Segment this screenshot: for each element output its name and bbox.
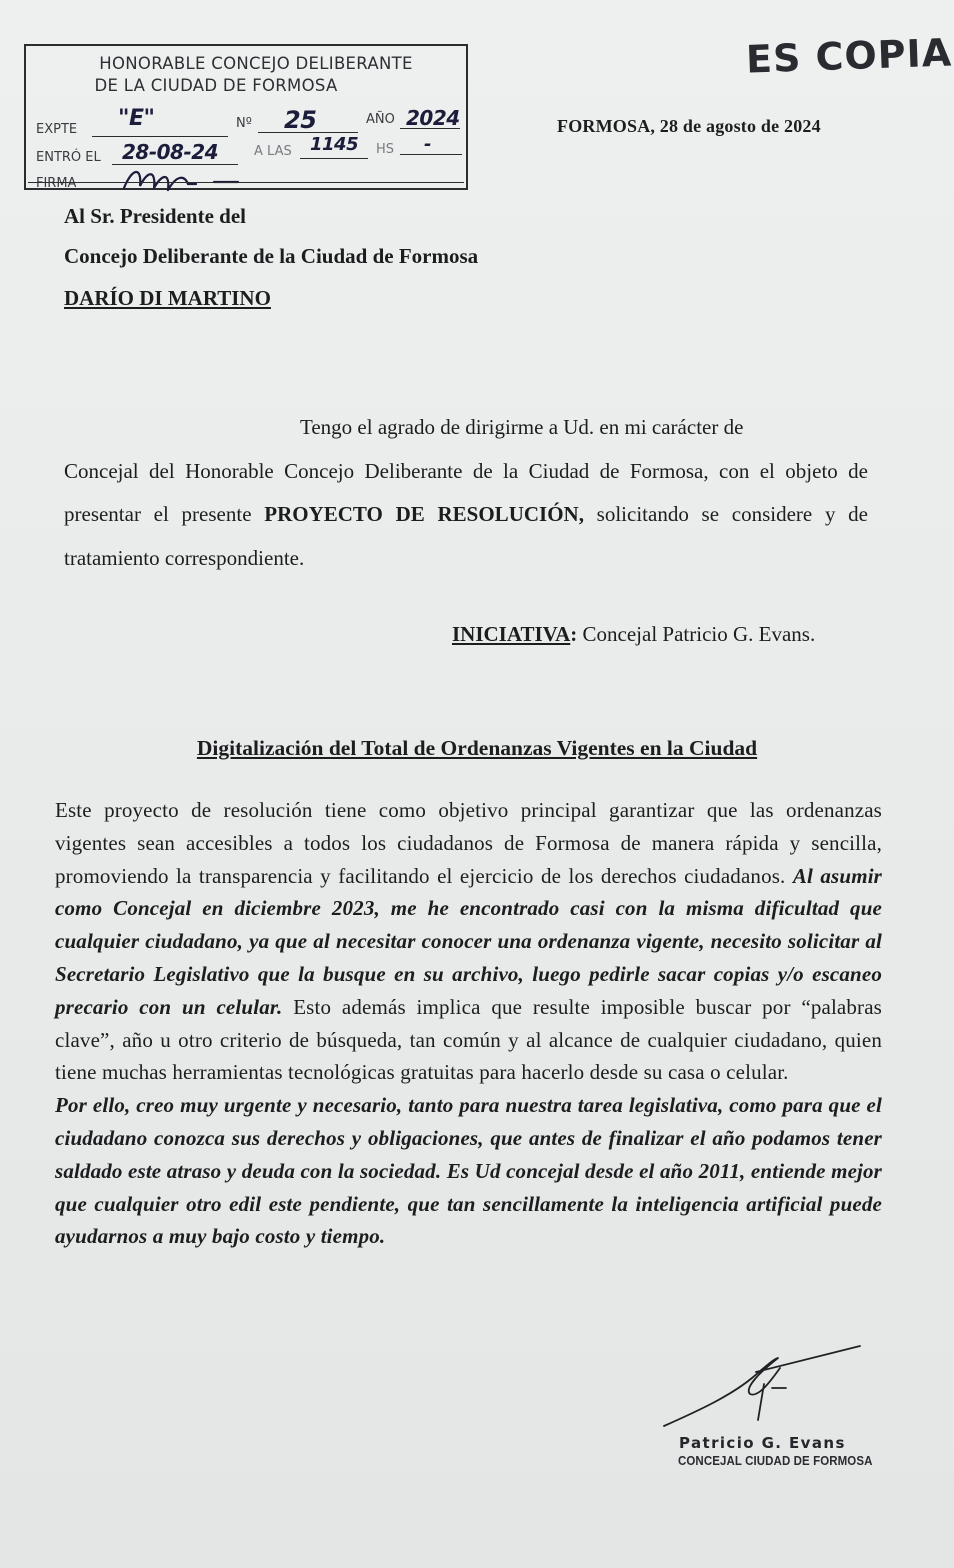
es-copia-stamp: ES COPIA (745, 30, 953, 82)
intro-text-end: solicitando se considere y de tratamiento correspondiente. (64, 502, 868, 570)
stamp-anio-value: 2024 (406, 106, 460, 130)
body-text (55, 794, 882, 1253)
stamp-firma-scribble (118, 162, 258, 196)
intro-text: Concejal del Honorable Concejo Deliberante de la Ciudad de Formosa, con el objeto de presentar el presente (64, 458, 868, 526)
stamp-entro-value: 28-08-24 (122, 140, 219, 164)
addressee-line2: Concejo Deliberante de la Ciudad de Formosa (64, 244, 479, 268)
iniciativa-colon: : (570, 622, 578, 646)
stamp-anio-label: AÑO (366, 112, 395, 127)
body-p1-plain2: Esto además implica que resulte imposible buscar por “palabras clave”, año u otro criterio de búsqueda, tan común y al alcance de cualquier ciudadano, quien tiene muchas herramientas tecnológicas gratuitas para hacerlo desde su casa o celular. (55, 994, 882, 1085)
stamp-header-line1: HONORABLE CONCEJO DELIBERANTE (99, 54, 413, 73)
iniciativa-value: Concejal Patricio G. Evans. (577, 622, 816, 646)
intro-bold: PROYECTO DE RESOLUCIÓN, (264, 502, 584, 526)
stamp-expte-value: "E" (118, 106, 155, 131)
body-p1-plain: Este proyecto de resolución tiene como objetivo principal garantizar que las ordenanzas vigentes sean accesibles a todos los ciudadanos de Formosa de manera rápida y sencilla, promoviendo la transparencia y facilitando el ejercicio de los derechos ciudadanos. (55, 798, 882, 888)
body-paragraph-2: Por ello, creo muy urgente y necesario, tanto para nuestra tarea legislativa, como para que el ciudadano conozca sus derechos y obligaciones, que antes de finalizar el año podamos tener saldado este atraso y deuda con la sociedad. Es Ud concejal desde el año 2011, entiende mejor que cualquier otro edil este pendiente, que tan sencillamente la inteligencia artificial puede ayudarnos a muy bajo costo y tiempo. (55, 1093, 882, 1249)
stamp-header-line2: DE LA CIUDAD DE FORMOSA (94, 76, 338, 95)
body-paragraph-1 (55, 794, 882, 1089)
stamp-numero-label: Nº (236, 116, 252, 131)
stamp-hs-value: - (424, 134, 431, 155)
stamp-alas-value: 1145 (310, 134, 359, 155)
stamp-hs-label: HS (376, 142, 395, 157)
iniciativa-label: INICIATIVA (452, 622, 571, 646)
stamp-numero-value: 25 (284, 106, 317, 134)
signatory-role: CONCEJAL CIUDAD DE FORMOSA (678, 1454, 873, 1468)
iniciativa-line (452, 622, 815, 647)
addressee-name: DARÍO DI MARTINO (64, 286, 271, 310)
signatory-name: Patricio G. Evans (679, 1434, 846, 1452)
stamp-alas-label: A LAS (254, 144, 292, 159)
section-heading: Digitalización del Total de Ordenanzas Vigentes en la Ciudad (196, 736, 758, 760)
stamp-firma-label: FIRMA (36, 176, 77, 191)
document-date: FORMOSA, 28 de agosto de 2024 (557, 116, 821, 136)
intro-paragraph (64, 406, 868, 580)
reception-stamp (24, 44, 468, 190)
addressee-line1: Al Sr. Presidente del (64, 204, 246, 228)
stamp-entro-label: ENTRÓ EL (36, 150, 101, 165)
body-p1-emphasis: Al asumir como Concejal en diciembre 2023, me he encontrado casi con la misma dificultad que cualquier ciudadano, ya que al necesitar conocer una ordenanza vigente, necesito solicitar al Secretario Legislativo que la busque en su archivo, luego pedirle sacar copias y/o escaneo precario con un celular. (55, 863, 882, 1019)
stamp-expte-label: EXPTE (36, 122, 78, 137)
handwritten-signature (660, 1338, 870, 1438)
intro-first-line: Tengo el agrado de dirigirme a Ud. en mi carácter de (300, 415, 744, 439)
